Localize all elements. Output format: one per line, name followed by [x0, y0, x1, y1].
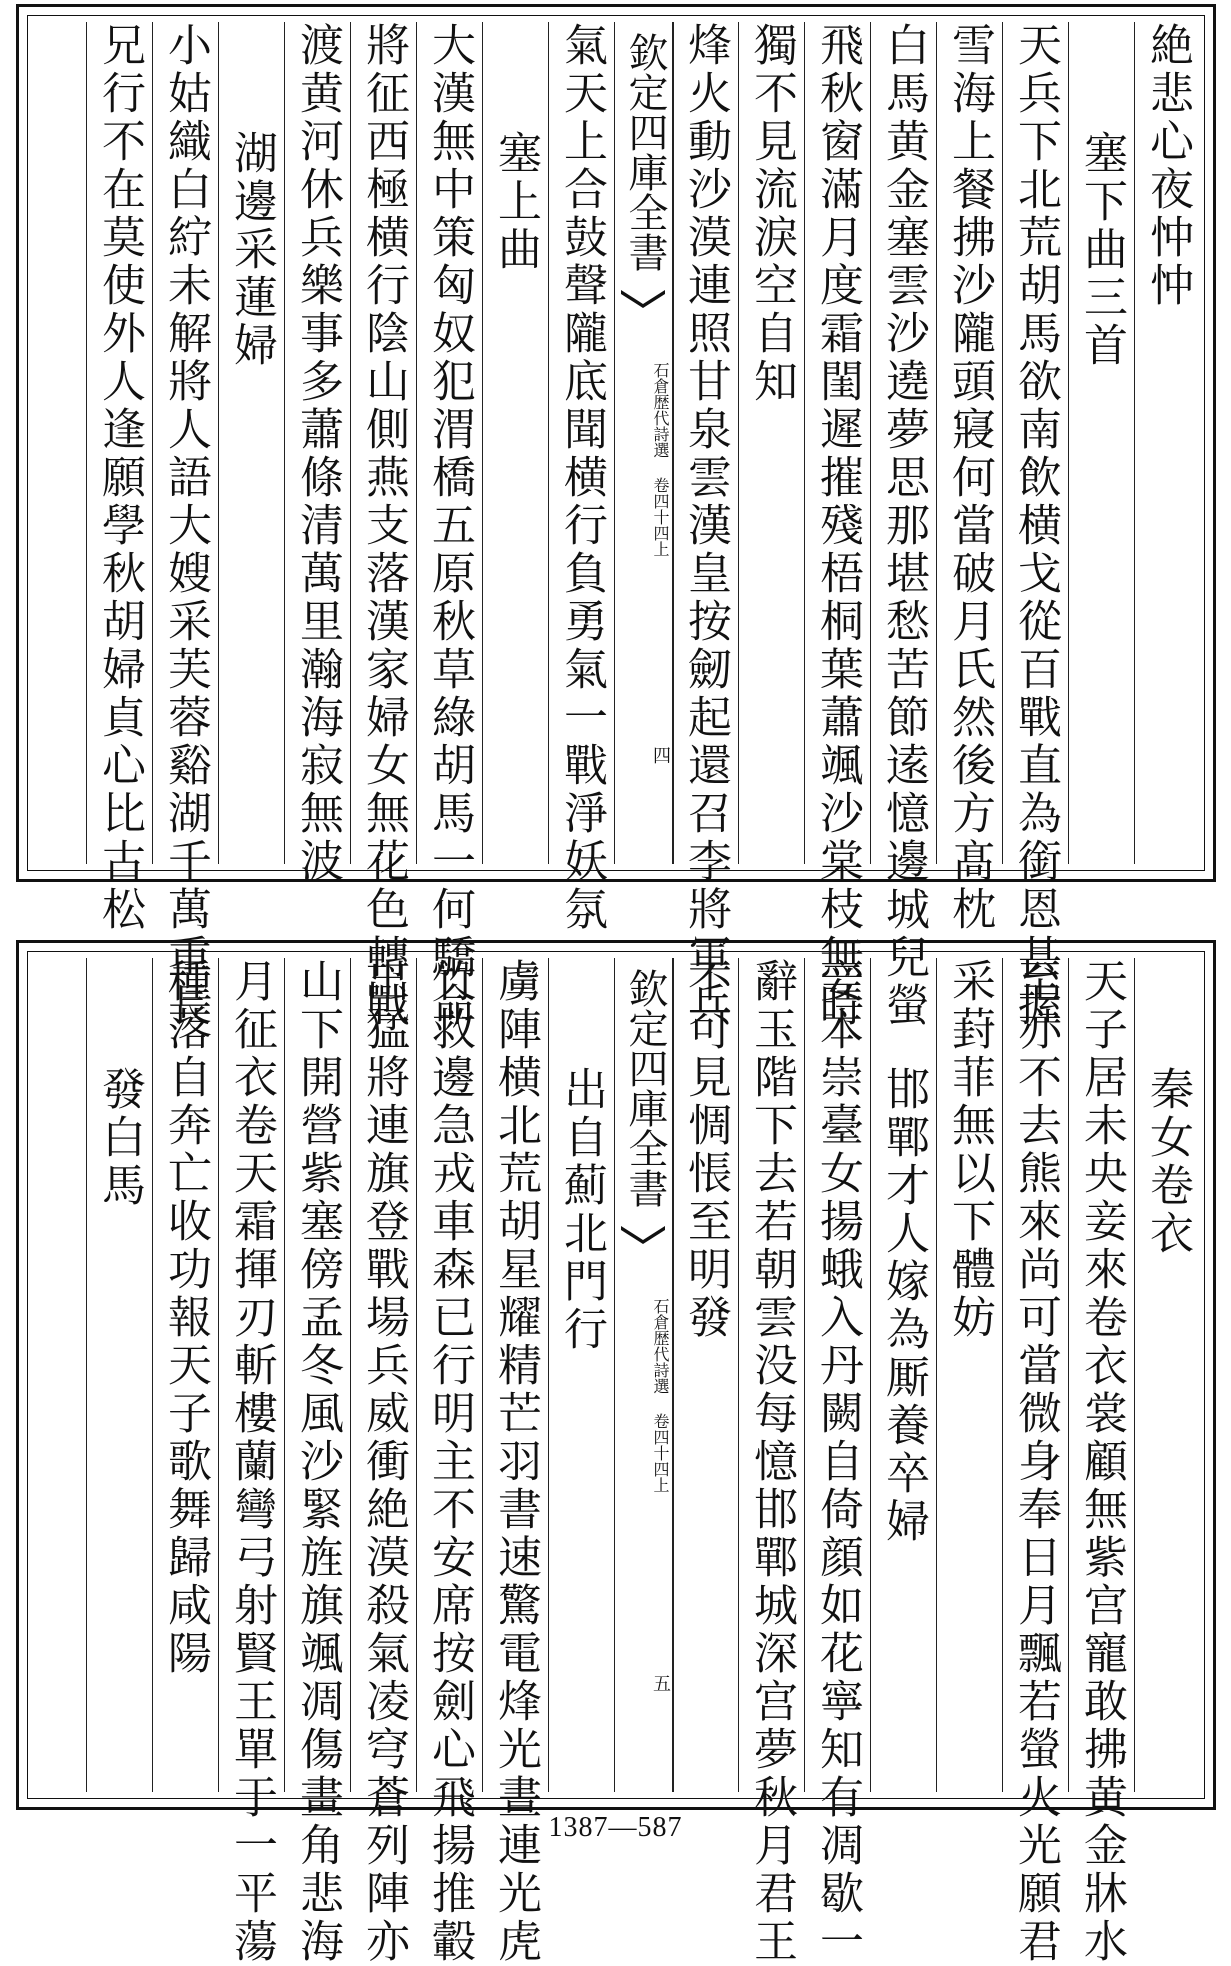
poem-line: 大漢無中策匈奴犯渭橋五原秋草綠胡馬一何驕命	[424, 22, 475, 1030]
leaf-number: 四	[650, 746, 671, 764]
text-column	[86, 22, 152, 934]
column-rule	[1134, 22, 1135, 864]
column-rule	[416, 958, 417, 1792]
text-column	[284, 22, 350, 886]
poem-title: 邯鄲才人嫁為厮養卒婦	[878, 1066, 929, 1546]
text-column	[804, 22, 870, 1030]
spine-title: 欽定四庫全書	[622, 32, 668, 272]
column-rule	[350, 958, 351, 1792]
text-column	[1134, 22, 1200, 864]
poem-line: 天子居未央妾來卷衣裳顧無紫宫寵敢拂黄金牀水	[1076, 958, 1127, 1966]
fish-tail-mark-icon	[621, 1226, 665, 1244]
poem-title: 秦女卷衣	[1142, 1066, 1193, 1258]
column-rule	[86, 22, 87, 864]
poem-line: 白馬黄金塞雲沙遶夢思那堪愁苦節逺憶邊城兒螢	[878, 22, 929, 1030]
column-rule	[350, 22, 351, 864]
poem-line: 出猛將連旗登戰場兵威衝絶漠殺氣凌穹蒼列陣亦	[358, 958, 409, 1966]
text-column	[1068, 958, 1134, 1966]
column-rule	[548, 22, 549, 864]
poem-title: 塞下曲三首	[1076, 130, 1127, 370]
column-rule	[1068, 958, 1069, 1792]
text-column	[672, 22, 738, 1030]
spine-subtitle: 石倉歴代詩選 卷四十四上	[651, 1298, 670, 1493]
poem-line: 飛秋窗滿月度霜閨遲摧殘梧桐葉蕭颯沙棠枝無時	[812, 22, 863, 1030]
text-column	[1002, 958, 1068, 1966]
poem-line: 至亦不去熊來尚可當微身奉日月飄若螢火光願君	[1010, 958, 1061, 1966]
text-column	[804, 958, 870, 1966]
poem-line: 烽火動沙漠連照甘泉雲漢皇按劒起還召李將軍兵	[680, 22, 731, 1030]
text-column	[936, 958, 1002, 1792]
poem-line: 虜陣横北荒胡星耀精芒羽書速驚電烽光晝連光虎	[490, 958, 541, 1966]
poem-line: 獨不見流淚空自知	[746, 22, 797, 406]
text-column	[416, 958, 482, 1966]
column-rule	[936, 22, 937, 864]
text-column	[218, 958, 284, 1966]
text-column	[284, 958, 350, 1966]
column-rule	[86, 958, 87, 1792]
poem-line: 雪海上餐拂沙隴頭寢何當破月氏然後方髙枕	[944, 22, 995, 934]
poem-line: 竹救邊急戎車森已行明主不安席按劍心飛揚推轂	[424, 958, 475, 1966]
column-rule	[738, 22, 739, 864]
text-column	[738, 958, 804, 1966]
text-column	[350, 22, 416, 1030]
column-rule	[482, 22, 483, 864]
column-rule	[1002, 958, 1003, 1792]
poem-line: 渡黄河休兵樂事多蕭條清萬里瀚海寂無波	[292, 22, 343, 886]
top-page-frame	[27, 15, 1205, 1030]
column-rule	[218, 958, 219, 1792]
text-column	[870, 22, 936, 1030]
poem-line: 兄行不在莫使外人逢願學秋胡婦貞心比古松	[94, 22, 145, 934]
text-column	[350, 958, 416, 1966]
column-rule	[1068, 22, 1069, 864]
poem-line: 山下開營紫塞傍孟冬風沙緊旌旗颯凋傷畫角悲海	[292, 958, 343, 1966]
column-rule	[152, 22, 153, 864]
text-column	[870, 958, 936, 1792]
poem-line: 氣天上合鼔聲隴底聞横行負勇氣一戰淨妖氛	[556, 22, 607, 934]
text-column	[1002, 22, 1068, 1030]
column-rule	[284, 958, 285, 1792]
poem-title: 塞上曲	[490, 130, 541, 274]
text-column	[482, 958, 548, 1966]
page-spine	[614, 958, 674, 1792]
text-column	[482, 22, 548, 864]
column-rule	[1134, 958, 1135, 1792]
poem-title: 發白馬	[94, 1066, 145, 1210]
poem-line: 種落自奔亡收功報天子歌舞歸咸陽	[160, 958, 211, 1678]
text-column	[548, 22, 614, 934]
column-rule	[482, 958, 483, 1792]
column-rule	[152, 958, 153, 1792]
column-rule	[738, 958, 739, 1792]
column-rule	[548, 958, 549, 1792]
poem-line: 采葑菲無以下體妨	[944, 958, 995, 1342]
text-column	[672, 958, 738, 1792]
poem-line: 天兵下北荒胡馬欲南飲横戈從百戰直為銜恩甚握	[1010, 22, 1061, 1030]
leaf-number: 五	[650, 1674, 671, 1692]
spine-title: 欽定四庫全書	[622, 968, 668, 1208]
column-rule	[870, 22, 871, 864]
poem-line: 妾本崇臺女揚蛾入丹闕自倚顔如花寧知有凋歇一	[812, 958, 863, 1966]
poem-line: 將征西極横行陰山側燕支落漢家婦女無花色轉戰	[358, 22, 409, 1030]
poem-line: 辭玉階下去若朝雲没每憶邯鄲城深宫夢秋月君王	[746, 958, 797, 1966]
poem-line: 絶悲心夜忡忡	[1142, 22, 1193, 310]
column-rule	[1002, 22, 1003, 864]
text-column	[86, 958, 152, 1792]
poem-line: 不可見惆悵至明發	[680, 958, 731, 1342]
text-column	[548, 958, 614, 1792]
text-column	[1068, 22, 1134, 864]
poem-line: 小姑織白紵未解將人語大嫂采芙蓉谿湖千萬重長	[160, 22, 211, 1030]
text-column	[1134, 958, 1200, 1792]
top-page	[16, 4, 1216, 1030]
poem-title: 湖邊采蓮婦	[226, 130, 277, 370]
text-column	[936, 22, 1002, 934]
page-number: 1387—587	[548, 1812, 683, 1843]
column-rule	[804, 22, 805, 864]
text-column	[152, 22, 218, 1030]
page-spine	[614, 22, 674, 864]
text-column	[152, 958, 218, 1792]
column-rule	[804, 958, 805, 1792]
text-column	[416, 22, 482, 1030]
column-rule	[284, 22, 285, 864]
fish-tail-mark-icon	[621, 290, 665, 308]
column-rule	[936, 958, 937, 1792]
text-column	[218, 22, 284, 864]
text-column	[738, 22, 804, 864]
poem-title: 出自薊北門行	[556, 1066, 607, 1354]
column-rule	[416, 22, 417, 864]
column-rule	[870, 958, 871, 1792]
poem-line: 月征衣卷天霜揮刃斬樓蘭彎弓射賢王單于一平蕩	[226, 958, 277, 1966]
spine-subtitle: 石倉歴代詩選 卷四十四上	[651, 362, 670, 557]
column-rule	[218, 22, 219, 864]
